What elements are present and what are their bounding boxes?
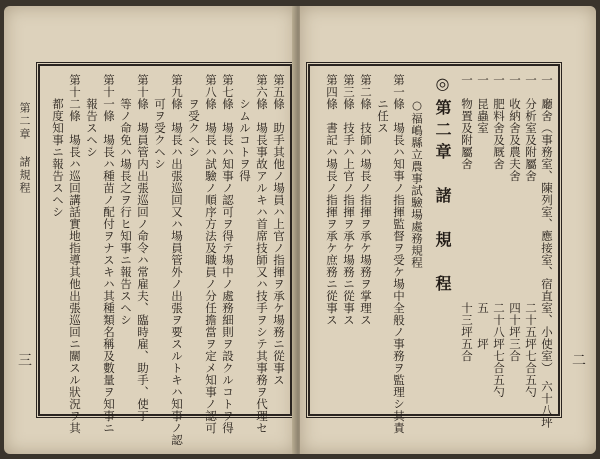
page-number-left: 三	[18, 353, 32, 369]
building-list-item: 一 廳舍（事務室、陳列室、應接室、宿直室、小使室） 六十八坪	[540, 74, 554, 429]
building-list-item: 一 肥料舍及厩舍 二十八坪七合五勺	[492, 74, 506, 398]
building-list-item: 一 昆蟲室 五 坪	[476, 74, 490, 350]
article-9-cont: 可ヲ受クヘシ	[153, 74, 167, 170]
left-page-frame	[38, 64, 292, 446]
article-8: 第八條 場長ハ試驗ノ順序方法及職員ノ分任擔當ヲ定メ知事ノ認可	[204, 74, 218, 434]
article-2: 第二條 技師ハ場長ノ指揮ヲ承ケ場務ヲ掌理ス	[359, 74, 373, 326]
article-1: 第一條 場長ハ知事ノ指揮監督ヲ受ケ場中全般ノ事務ヲ監理シ其責	[392, 74, 406, 434]
right-page-frame	[308, 64, 560, 434]
article-12-cont: 都度知事ニ報告スヘシ	[51, 74, 65, 218]
article-7: 第七條 場長ハ知事ノ認可ヲ得テ場中ノ處務細則ヲ設クルコトヲ得	[221, 74, 235, 434]
page-number-right: 二	[572, 353, 586, 369]
article-10-cont: 等ノ命免ハ場長之ヲ行ヒ知事ニ報告スヘシ	[119, 74, 133, 326]
article-1-cont: ニ任ス	[376, 74, 390, 134]
article-3: 第三條 技手ハ上官ノ指揮ヲ承ケ場務ニ從事ス	[342, 74, 356, 326]
building-list-item: 一 分析室及附屬舍 二十五坪七合五勺	[524, 74, 538, 398]
article-5: 第五條 助手其他ノ場員ハ上官ノ指揮ヲ承ケ場務ニ從事ス	[272, 74, 286, 386]
building-list-item: 一 收納舍及農夫舍 四十坪三合	[508, 74, 522, 362]
running-head: 第二章 諸規程	[18, 102, 31, 195]
regulation-title: ○福嶋縣立農事試驗場處務規程	[410, 74, 424, 269]
article-9: 第九條 場長ハ出張巡回又ハ場員管外ノ出張ヲ要スルトキハ知事ノ認	[170, 74, 184, 446]
article-6-cont: シムルコトヲ得	[238, 74, 252, 182]
building-list-item: 一 物置及附屬舍 十三坪五合	[460, 74, 474, 362]
article-8-cont: ヲ受クヘシ	[187, 74, 201, 158]
left-page	[4, 6, 296, 454]
article-12: 第十二條 場長ハ巡回講話實地指導其他出張巡回ニ關スル狀況ヲ其	[68, 74, 82, 434]
article-6: 第六條 場長事故アルキハ首席技師又ハ技手ヲシテ其事務ヲ代理セ	[255, 74, 269, 434]
chapter-title: ◎第二章 諸 規 程	[433, 74, 452, 297]
article-11: 第十一條 場長ハ種苗ノ配付ヲナスキハ其種類名稱及數量ヲ知事ニ	[102, 74, 116, 434]
article-10: 第十條 場員管内出張巡回ノ命令ハ常雇夫、臨時雇、助手、使丁	[136, 74, 150, 422]
article-4: 第四條 書記ハ場長ノ指揮ヲ承ケ庶務ニ從事ス	[325, 74, 339, 326]
article-11-cont: 報告スヘシ	[85, 74, 99, 158]
right-page	[300, 6, 596, 454]
